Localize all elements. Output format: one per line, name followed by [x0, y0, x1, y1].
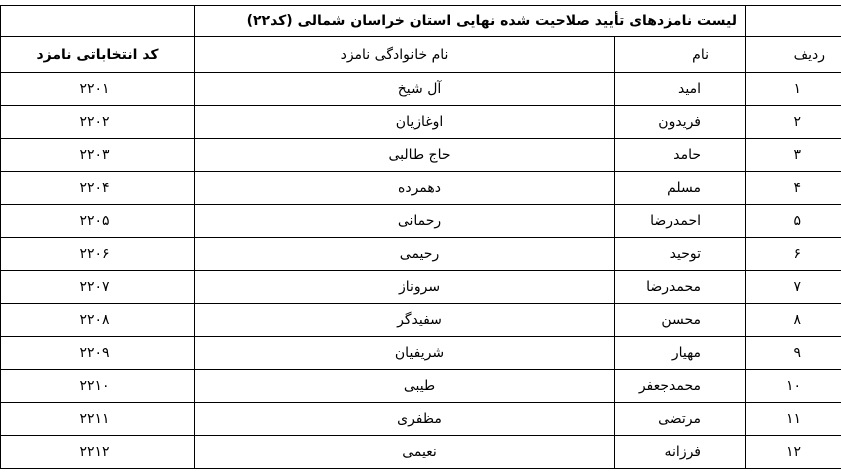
first-name-cell: مسلم — [615, 172, 746, 205]
candidate-code-cell: ۲۲۰۳ — [1, 139, 195, 172]
candidate-code-cell: ۲۲۰۱ — [1, 73, 195, 106]
last-name-cell: آل شیخ — [195, 73, 615, 106]
candidate-code-cell: ۲۲۱۱ — [1, 403, 195, 436]
table-row — [1, 271, 841, 304]
table-row — [1, 403, 841, 436]
candidate-code-cell: ۲۲۰۶ — [1, 238, 195, 271]
last-name-cell: طیبی — [195, 370, 615, 403]
row-number-cell: ۴ — [746, 172, 841, 205]
row-number-cell: ۱ — [746, 73, 841, 106]
table-row — [1, 106, 841, 139]
candidate-code-cell: ۲۲۰۸ — [1, 304, 195, 337]
candidate-code-cell: ۲۲۰۹ — [1, 337, 195, 370]
last-name-cell: اوغازیان — [195, 106, 615, 139]
header-row — [1, 37, 841, 73]
table-row — [1, 73, 841, 106]
first-name-cell: احمدرضا — [615, 205, 746, 238]
last-name-cell: سروناز — [195, 271, 615, 304]
row-number-cell: ۲ — [746, 106, 841, 139]
header-row-no: ردیف — [746, 37, 841, 73]
last-name-cell: سفیدگر — [195, 304, 615, 337]
first-name-cell: محمدجعفر — [615, 370, 746, 403]
first-name-cell: امید — [615, 73, 746, 106]
table-title: لیست نامزدهای تأیید صلاحیت شده نهایی استان خراسان شمالی (کد۲۲) — [195, 6, 746, 37]
candidate-code-cell: ۲۲۱۰ — [1, 370, 195, 403]
candidate-code-cell: ۲۲۱۲ — [1, 436, 195, 469]
candidates-table — [0, 5, 841, 469]
first-name-cell: توحید — [615, 238, 746, 271]
last-name-cell: شریفیان — [195, 337, 615, 370]
row-number-cell: ۱۰ — [746, 370, 841, 403]
title-right-empty-cell — [1, 6, 195, 37]
first-name-cell: محمدرضا — [615, 271, 746, 304]
row-number-cell: ۸ — [746, 304, 841, 337]
table-row — [1, 172, 841, 205]
last-name-cell: حاج طالبی — [195, 139, 615, 172]
title-row — [1, 6, 841, 37]
header-first-name: نام — [615, 37, 746, 73]
first-name-cell: فریدون — [615, 106, 746, 139]
table-row — [1, 205, 841, 238]
row-number-cell: ۳ — [746, 139, 841, 172]
row-number-cell: ۷ — [746, 271, 841, 304]
row-number-cell: ۱۲ — [746, 436, 841, 469]
candidate-code-cell: ۲۲۰۵ — [1, 205, 195, 238]
table-row — [1, 337, 841, 370]
first-name-cell: حامد — [615, 139, 746, 172]
candidate-code-cell: ۲۲۰۷ — [1, 271, 195, 304]
header-last-name: نام خانوادگی نامزد — [195, 37, 615, 73]
row-number-cell: ۹ — [746, 337, 841, 370]
first-name-cell: مهیار — [615, 337, 746, 370]
candidate-code-cell: ۲۲۰۲ — [1, 106, 195, 139]
last-name-cell: رحمانی — [195, 205, 615, 238]
first-name-cell: فرزانه — [615, 436, 746, 469]
candidate-code-cell: ۲۲۰۴ — [1, 172, 195, 205]
row-number-cell: ۵ — [746, 205, 841, 238]
table-row — [1, 139, 841, 172]
table-row — [1, 370, 841, 403]
title-left-empty-cell — [746, 6, 841, 37]
last-name-cell: نعیمی — [195, 436, 615, 469]
table-row — [1, 238, 841, 271]
first-name-cell: محسن — [615, 304, 746, 337]
last-name-cell: مظفری — [195, 403, 615, 436]
last-name-cell: رحیمی — [195, 238, 615, 271]
header-code: کد انتخاباتی نامزد — [1, 37, 195, 73]
first-name-cell: مرتضی — [615, 403, 746, 436]
row-number-cell: ۱۱ — [746, 403, 841, 436]
table-row — [1, 436, 841, 469]
table-row — [1, 304, 841, 337]
row-number-cell: ۶ — [746, 238, 841, 271]
last-name-cell: دهمرده — [195, 172, 615, 205]
